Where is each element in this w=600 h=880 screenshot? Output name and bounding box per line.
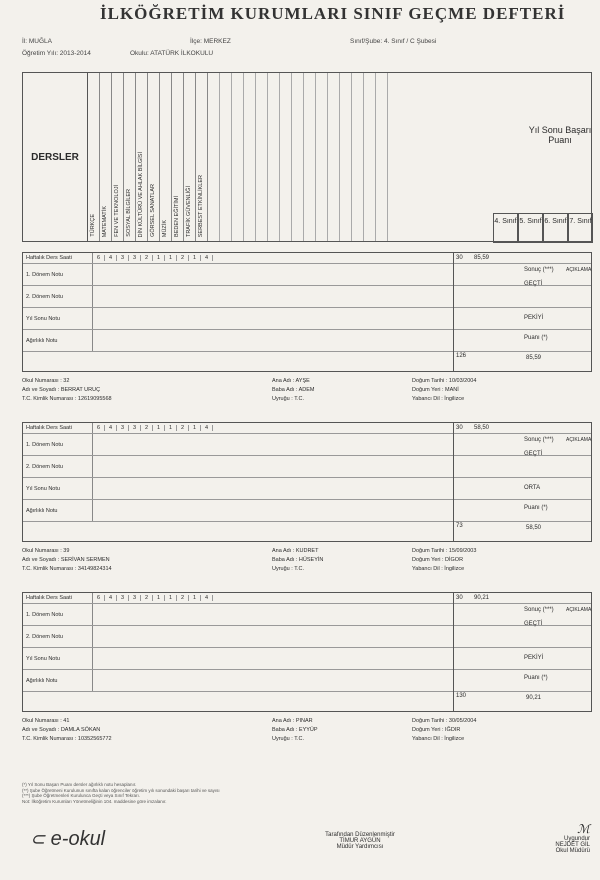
hours-cell: 3 <box>117 255 129 261</box>
empty-column <box>232 73 244 241</box>
ilce-label: İlçe: MERKEZ <box>190 38 231 45</box>
hours-cell: 4 <box>105 425 117 431</box>
sig-role: Uygundur <box>563 836 590 842</box>
hours-cell: 2 <box>141 595 153 601</box>
hours-cell: 1 <box>189 255 201 261</box>
grade-column: 6. Sınıf <box>543 213 568 243</box>
hours-cell: 6 <box>93 595 105 601</box>
empty-column <box>256 73 268 241</box>
student-name: Adı ve Soyadı : BERRAT URUÇ <box>22 387 101 393</box>
student-grade-block <box>22 252 592 372</box>
hours-cell: 3 <box>117 425 129 431</box>
empty-column <box>244 73 256 241</box>
empty-column <box>280 73 292 241</box>
empty-column <box>292 73 304 241</box>
row-label: 2. Dönem Notu <box>23 456 93 477</box>
footer-note: (***) Şube Öğretmenleri Kurulunca Geçti veya Sınıf Tekrarı. <box>22 793 140 798</box>
hours-cell: 6 <box>93 255 105 261</box>
father-name: Baba Adı : EYYÜP <box>272 727 318 733</box>
grade-column: 7. Sınıf <box>568 213 593 243</box>
subject-column <box>100 73 112 241</box>
hours-cell: 3 <box>129 425 141 431</box>
hours-cell: 6 <box>93 425 105 431</box>
row-label: Ağırlıklı Notu <box>23 330 93 351</box>
student-name: Adı ve Soyadı : DAMLA SÖKAN <box>22 727 101 733</box>
sonuc-label: Sonuç (***) <box>524 607 554 613</box>
sinif-label: Sınıf/Şube: 4. Sınıf / C Şubesi <box>350 38 437 45</box>
footer-notes <box>22 782 352 804</box>
tc-number: T.C. Kimlik Numarası : 12619095568 <box>22 396 112 402</box>
subject-column <box>112 73 124 241</box>
student-grade-block <box>22 422 592 542</box>
subject-label: TRAFİK GÜVENLİĞİ <box>186 185 192 237</box>
hours-cell: 3 <box>129 255 141 261</box>
hours-cell: 1 <box>189 595 201 601</box>
subject-label: BEDEN EĞİTİMİ <box>174 196 180 237</box>
signature-scribble: ℳ <box>577 822 590 836</box>
father-name: Baba Adı : HÜSEYİN <box>272 557 324 563</box>
row-label: Yıl Sonu Notu <box>23 478 93 499</box>
subjects-header <box>22 72 592 242</box>
row-label: 1. Dönem Notu <box>23 604 93 625</box>
empty-column <box>340 73 352 241</box>
hours-cell: 1 <box>153 255 165 261</box>
footer-note: (**) Şube Öğretmeni Kurulunun sınıfta kalan öğrenciler öğretim yılı sonundaki başarı tarihi ve sayısı <box>22 787 220 793</box>
row-label: 2. Dönem Notu <box>23 286 93 307</box>
hours-cell: 1 <box>165 255 177 261</box>
empty-column <box>268 73 280 241</box>
aciklama-label: AÇIKLAMA <box>566 607 592 613</box>
tc-number: T.C. Kimlik Numarası : 34149824314 <box>22 566 112 572</box>
foreign-language: Yabancı Dil : İngilizce <box>412 566 465 572</box>
footer-note: (*) Yıl Sonu Başarı Puanı dersler ağırlıklı notu hesaplanır. <box>22 782 137 787</box>
sig-title: Okul Müdürü <box>555 848 590 854</box>
subject-column <box>184 73 196 241</box>
weighted-total: 126 <box>456 353 467 359</box>
birth-place: Doğum Yeri : MANİ <box>412 387 459 393</box>
total-hours: 30 <box>456 595 463 601</box>
subject-column <box>172 73 184 241</box>
puan-value: 90,21 <box>526 695 542 701</box>
rank-value: PEKİYİ <box>524 315 544 321</box>
birth-place: Doğum Yeri : DİGOR <box>412 557 464 563</box>
empty-column <box>376 73 388 241</box>
mother-name: Ana Adı : KUDRET <box>272 548 319 554</box>
row-label: Yıl Sonu Notu <box>23 308 93 329</box>
nationality: Uyruğu : T.C. <box>272 566 304 572</box>
mother-name: Ana Adı : PINAR <box>272 718 313 724</box>
result-panel <box>453 423 593 541</box>
sig-name: TİMUR AYGÜN <box>339 838 381 844</box>
subject-column <box>160 73 172 241</box>
approved-by-signature <box>500 822 590 854</box>
subject-label: GÖRSEL SANATLAR <box>150 184 156 237</box>
empty-column <box>304 73 316 241</box>
subject-column <box>148 73 160 241</box>
father-name: Baba Adı : ADEM <box>272 387 315 393</box>
score-value: 58,50 <box>474 425 490 431</box>
empty-column <box>328 73 340 241</box>
hours-cell: 4 <box>105 255 117 261</box>
row-label: Ağırlıklı Notu <box>23 500 93 521</box>
row-label: 1. Dönem Notu <box>23 264 93 285</box>
subject-label: DİN KÜLTÜRÜ VE AHLAK BİLGİSİ <box>138 151 144 237</box>
hours-cell: 4 <box>201 255 213 261</box>
subject-columns <box>88 73 388 241</box>
hours-cell: 1 <box>189 425 201 431</box>
row-label: Ağırlıklı Notu <box>23 670 93 691</box>
rank-value: PEKİYİ <box>524 655 544 661</box>
subject-label: MATEMATİK <box>102 205 108 237</box>
subject-column <box>88 73 100 241</box>
weighted-total: 73 <box>456 523 463 529</box>
hours-cell: 1 <box>153 595 165 601</box>
hours-cell: 2 <box>177 425 189 431</box>
row-label: 1. Dönem Notu <box>23 434 93 455</box>
subject-column <box>196 73 208 241</box>
subject-label: SERBEST ETKİNLİKLER <box>198 174 204 237</box>
nationality: Uyruğu : T.C. <box>272 396 304 402</box>
sig-role: Tarafından Düzenlenmiştir <box>325 832 395 838</box>
hours-cell: 2 <box>177 595 189 601</box>
subject-column <box>136 73 148 241</box>
result-value: GEÇTİ <box>524 621 543 627</box>
row-label: Yıl Sonu Notu <box>23 648 93 669</box>
birth-place: Doğum Yeri : IĞDIR <box>412 727 461 733</box>
empty-column <box>364 73 376 241</box>
foreign-language: Yabancı Dil : İngilizce <box>412 396 465 402</box>
ys-title: Yıl Sonu Başarı Puanı <box>528 125 592 145</box>
row-label: 2. Dönem Notu <box>23 626 93 647</box>
birth-date: Doğum Tarihi : 10/03/2004 <box>412 378 477 384</box>
hours-cell: 3 <box>129 595 141 601</box>
il-label: İl: MUĞLA <box>22 38 52 45</box>
puan-value: 58,50 <box>526 525 542 531</box>
hours-cell: 2 <box>141 425 153 431</box>
mother-name: Ana Adı : AYŞE <box>272 378 310 384</box>
empty-column <box>316 73 328 241</box>
foreign-language: Yabancı Dil : İngilizce <box>412 736 465 742</box>
sig-name: NEJDET GİL <box>555 842 590 848</box>
puan-label: Puanı (*) <box>524 335 548 341</box>
year-end-score-header <box>493 73 593 243</box>
empty-column <box>352 73 364 241</box>
score-value: 85,59 <box>474 255 490 261</box>
puan-value: 85,59 <box>526 355 542 361</box>
result-value: GEÇTİ <box>524 281 543 287</box>
subject-label: FEN VE TEKNOLOJİ <box>114 185 120 237</box>
dersler-label: DERSLER <box>23 73 88 241</box>
grade-columns <box>493 213 593 243</box>
row-label: Haftalık Ders Saati <box>23 593 93 603</box>
hours-cell: 4 <box>105 595 117 601</box>
total-hours: 30 <box>456 425 463 431</box>
footer-note: Not: İlköğretim Kurumları Yönetmeliğinin 104. maddesine göre imzalanır. <box>22 798 167 804</box>
student-name: Adı ve Soyadı : SERİVAN SERMEN <box>22 557 110 563</box>
school-label: Okulu: ATATÜRK İLKOKULU <box>130 50 214 57</box>
aciklama-label: AÇIKLAMA <box>566 437 592 443</box>
rank-value: ORTA <box>524 485 541 491</box>
grade-column: 5. Sınıf <box>518 213 543 243</box>
hours-cell: 1 <box>165 425 177 431</box>
birth-date: Doğum Tarihi : 15/09/2003 <box>412 548 477 554</box>
result-panel <box>453 593 593 711</box>
school-number: Okul Numarası : 32 <box>22 378 70 384</box>
tc-number: T.C. Kimlik Numarası : 10352565772 <box>22 736 112 742</box>
birth-date: Doğum Tarihi : 30/05/2004 <box>412 718 477 724</box>
hours-cell: 4 <box>201 595 213 601</box>
hours-cell: 2 <box>177 255 189 261</box>
subject-column <box>124 73 136 241</box>
e-okul-logo <box>30 828 105 851</box>
logo-text: e-okul <box>50 828 106 850</box>
total-hours: 30 <box>456 255 463 261</box>
empty-column <box>208 73 220 241</box>
sig-title: Müdür Yardımcısı <box>336 844 384 850</box>
subject-label: SOSYAL BİLGİLER <box>126 189 132 237</box>
grade-column: 4. Sınıf <box>493 213 518 243</box>
aciklama-label: AÇIKLAMA <box>566 267 592 273</box>
subject-label: MÜZİK <box>162 219 168 237</box>
school-number: Okul Numarası : 41 <box>22 718 70 724</box>
sonuc-label: Sonuç (***) <box>524 267 554 273</box>
puan-label: Puanı (*) <box>524 505 548 511</box>
hours-cell: 1 <box>153 425 165 431</box>
logo-icon: ⊂ <box>30 829 46 849</box>
puan-label: Puanı (*) <box>524 675 548 681</box>
year-label: Öğretim Yılı: 2013-2014 <box>22 50 91 57</box>
result-value: GEÇTİ <box>524 451 543 457</box>
nationality: Uyruğu : T.C. <box>272 736 304 742</box>
score-value: 90,21 <box>474 595 490 601</box>
hours-cell: 2 <box>141 255 153 261</box>
document-title: İLKÖĞRETİM KURUMLARI SINIF GEÇME DEFTERİ <box>100 4 566 23</box>
row-label: Haftalık Ders Saati <box>23 253 93 263</box>
student-grade-block <box>22 592 592 712</box>
subject-label: TÜRKÇE <box>90 214 96 237</box>
hours-cell: 4 <box>201 425 213 431</box>
empty-column <box>220 73 232 241</box>
hours-cell: 3 <box>117 595 129 601</box>
weighted-total: 130 <box>456 693 467 699</box>
sonuc-label: Sonuç (***) <box>524 437 554 443</box>
result-panel <box>453 253 593 371</box>
row-label: Haftalık Ders Saati <box>23 423 93 433</box>
school-number: Okul Numarası : 39 <box>22 548 70 554</box>
hours-cell: 1 <box>165 595 177 601</box>
prepared-by-signature <box>300 832 420 850</box>
